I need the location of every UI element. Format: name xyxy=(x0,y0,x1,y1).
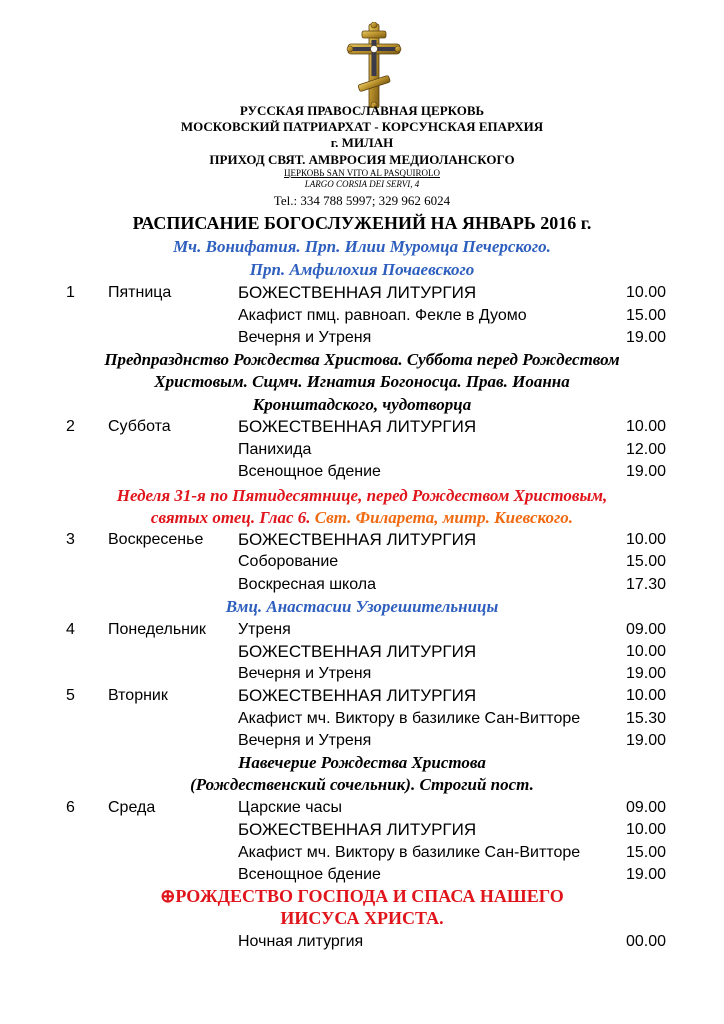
row-service: Утреня xyxy=(238,621,291,638)
row-service: Всенощное бдение xyxy=(238,866,381,883)
row-num: 2 xyxy=(66,418,75,435)
row-time: 10.00 xyxy=(626,284,667,301)
row-day: Среда xyxy=(108,799,156,816)
row-time: 10.00 xyxy=(626,687,667,704)
church-name: РУССКАЯ ПРАВОСЛАВНАЯ ЦЕРКОВЬ xyxy=(239,103,485,118)
feast-jan2-line1: Предпразднство Рождества Христова. Суббота перед Рождеством xyxy=(104,350,620,369)
row-day: Суббота xyxy=(108,418,171,435)
row-service: Ночная литургия xyxy=(238,933,364,950)
row-num: 3 xyxy=(66,531,75,548)
row-time: 09.00 xyxy=(626,799,667,816)
feast-jan6-line2: (Рождественский сочельник). Строгий пост. xyxy=(190,775,534,794)
feast-jan2-line2: Христовым. Сщмч. Игнатия Богоносца. Прав. Иоанна xyxy=(154,372,570,391)
row-service: Всенощное бдение xyxy=(238,463,381,480)
row-time: 19.00 xyxy=(626,329,667,346)
parish-name: ПРИХОД СВЯТ. АМВРОСИЯ МЕДИОЛАНСКОГО xyxy=(209,152,515,167)
row-num: 4 xyxy=(66,621,75,638)
row-service: Вечерня и Утреня xyxy=(238,329,372,346)
row-time: 09.00 xyxy=(626,621,667,638)
row-time: 10.00 xyxy=(626,821,667,838)
row-day: Воскресенье xyxy=(108,531,204,548)
feast-jan2-line3: Кронштадского, чудотворца xyxy=(252,395,472,414)
row-time: 17.30 xyxy=(626,576,667,593)
feast-jan7-line1 xyxy=(0,885,724,907)
feast-jan6-line1: Навечерие Рождества Христова xyxy=(238,753,486,772)
feast-jan3-line2 xyxy=(0,507,724,529)
feast-jan3-line2-orange: Свт. Филарета, митр. Киевского. xyxy=(314,508,574,527)
row-service: Панихида xyxy=(238,441,312,458)
row-service: БОЖЕСТВЕННАЯ ЛИТУРГИЯ xyxy=(238,820,477,839)
row-day: Понедельник xyxy=(108,621,206,638)
feast-jan1-line1: Мч. Вонифатия. Прп. Илии Муромца Печерского. xyxy=(173,237,551,256)
row-time: 15.00 xyxy=(626,844,667,861)
row-day: Пятница xyxy=(108,284,172,301)
row-time: 19.00 xyxy=(626,665,667,682)
row-time: 10.00 xyxy=(626,643,667,660)
row-service: Акафист мч. Виктору в базилике Сан-Витторе xyxy=(238,710,581,727)
row-time: 19.00 xyxy=(626,866,667,883)
row-service: БОЖЕСТВЕННАЯ ЛИТУРГИЯ xyxy=(238,283,477,302)
row-service: Акафист мч. Виктору в базилике Сан-Витторе xyxy=(238,844,581,861)
row-time: 15.30 xyxy=(626,710,667,727)
feast-jan7-line2: ИИСУСА ХРИСТА. xyxy=(280,908,444,928)
church-location: ЦЕРКОВЬ SAN VITO AL PASQUIROLO xyxy=(284,168,440,178)
row-time: 10.00 xyxy=(626,531,667,548)
row-time: 15.00 xyxy=(626,553,667,570)
row-service: БОЖЕСТВЕННАЯ ЛИТУРГИЯ xyxy=(238,530,477,549)
row-service: Акафист пмц. равноап. Фекле в Дуомо xyxy=(238,307,527,324)
row-time: 19.00 xyxy=(626,463,667,480)
row-service: Вечерня и Утреня xyxy=(238,665,372,682)
row-service: БОЖЕСТВЕННАЯ ЛИТУРГИЯ xyxy=(238,417,477,436)
feast-jan7-title: РОЖДЕСТВО ГОСПОДА И СПАСА НАШЕГО xyxy=(175,886,564,906)
row-time: 12.00 xyxy=(626,441,667,458)
phone-numbers: Tel.: 334 788 5997; 329 962 6024 xyxy=(273,193,451,208)
row-service: Воскресная школа xyxy=(238,576,377,593)
row-day: Вторник xyxy=(108,687,168,704)
row-service: БОЖЕСТВЕННАЯ ЛИТУРГИЯ xyxy=(238,642,477,661)
feast-jan1-line2: Прп. Амфилохия Почаевского xyxy=(249,260,475,279)
church-address: LARGO CORSIA DEI SERVI, 4 xyxy=(304,179,420,189)
city: г. МИЛАН xyxy=(330,135,394,150)
feast-jan3-line2-red: святых отец. Глас 6. xyxy=(150,508,311,527)
nativity-cross-icon: ⊕ xyxy=(160,886,176,906)
row-time: 15.00 xyxy=(626,307,667,324)
row-service: БОЖЕСТВЕННАЯ ЛИТУРГИЯ xyxy=(238,686,477,705)
row-num: 1 xyxy=(66,284,75,301)
row-time: 10.00 xyxy=(626,418,667,435)
row-service: Вечерня и Утреня xyxy=(238,732,372,749)
feast-jan3-line1: Неделя 31-я по Пятидесятнице, перед Рождеством Христовым, xyxy=(116,486,608,505)
row-num: 5 xyxy=(66,687,75,704)
row-time: 19.00 xyxy=(626,732,667,749)
row-time: 00.00 xyxy=(626,933,667,950)
page-title: РАСПИСАНИЕ БОГОСЛУЖЕНИЙ НА ЯНВАРЬ 2016 г. xyxy=(132,213,592,233)
row-service: Соборование xyxy=(238,553,339,570)
row-service: Царские часы xyxy=(238,799,342,816)
row-num: 6 xyxy=(66,799,75,816)
patriarchate: МОСКОВСКИЙ ПАТРИАРХАТ - КОРСУНСКАЯ ЕПАРХИЯ xyxy=(180,119,544,134)
orthodox-cross-icon xyxy=(345,22,403,108)
feast-jan4: Вмц. Анастасии Узорешительницы xyxy=(225,597,499,616)
